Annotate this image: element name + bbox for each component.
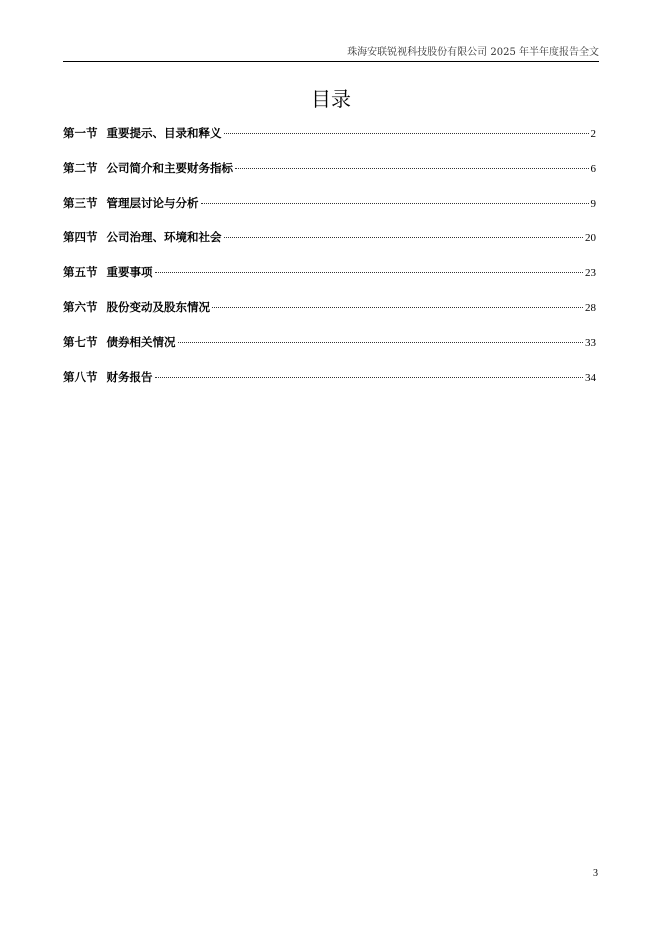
toc-entry-section: 第六节	[63, 299, 98, 314]
header-text: 珠海安联锐视科技股份有限公司 2025 年半年度报告全文	[347, 47, 599, 58]
toc-list	[63, 123, 596, 401]
toc-entry-section: 第四节	[63, 230, 98, 245]
toc-entry[interactable]	[63, 193, 596, 228]
toc-entry[interactable]	[63, 227, 596, 262]
toc-entry-title: 股份变动及股东情况	[106, 299, 210, 314]
toc-entry-title: 公司治理、环境和社会	[106, 230, 222, 245]
page-number: 3	[593, 868, 598, 879]
toc-entry-title: 重要提示、目录和释义	[106, 126, 222, 140]
toc-entry[interactable]	[63, 262, 596, 297]
toc-entry-section: 第五节	[63, 265, 98, 280]
toc-entry-section: 第七节	[63, 334, 98, 349]
toc-leader-dots	[224, 133, 589, 134]
toc-entry-page: 9	[590, 197, 596, 210]
toc-entry-page: 34	[585, 371, 596, 384]
toc-entry-page: 33	[585, 336, 596, 349]
toc-leader-dots	[224, 237, 584, 238]
toc-entry-title: 管理层讨论与分析	[106, 195, 199, 210]
toc-entry[interactable]	[63, 158, 596, 193]
toc-leader-dots	[155, 272, 584, 273]
toc-leader-dots	[235, 168, 589, 169]
toc-entry-page: 20	[585, 232, 596, 245]
toc-leader-dots	[178, 342, 584, 343]
toc-entry-page: 2	[590, 128, 596, 140]
toc-entry[interactable]	[63, 332, 596, 367]
toc-title: 目录	[311, 87, 351, 111]
toc-entry-page: 28	[585, 301, 596, 314]
toc-entry-title: 债券相关情况	[106, 334, 176, 349]
toc-entry-section: 第三节	[63, 195, 98, 210]
toc-entry-title: 重要事项	[106, 265, 153, 280]
toc-entry-section: 第二节	[63, 160, 98, 175]
toc-entry-title: 公司简介和主要财务指标	[106, 160, 233, 175]
toc-entry-section: 第一节	[63, 126, 98, 140]
toc-entry-page: 23	[585, 267, 596, 280]
toc-entry-page: 6	[590, 162, 596, 175]
toc-leader-dots	[155, 377, 584, 378]
toc-leader-dots	[212, 307, 583, 308]
toc-entry[interactable]	[63, 123, 596, 158]
page-header	[63, 47, 599, 62]
toc-entry-section: 第八节	[63, 369, 98, 384]
toc-entry[interactable]	[63, 367, 596, 402]
toc-leader-dots	[201, 203, 589, 204]
toc-entry-title: 财务报告	[106, 369, 153, 384]
toc-entry[interactable]	[63, 297, 596, 332]
